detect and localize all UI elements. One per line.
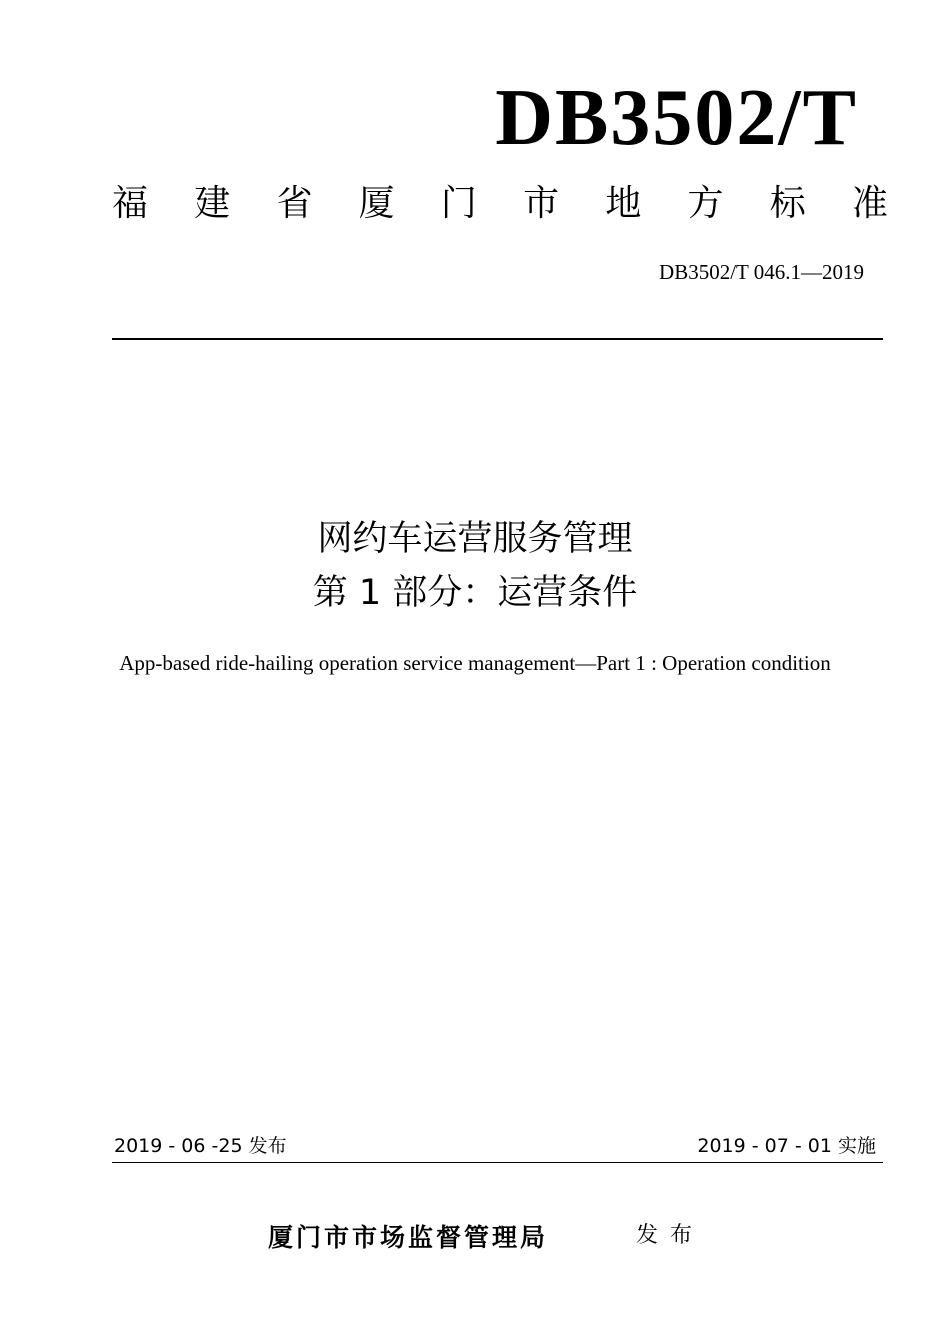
standard-kind-char: 门 — [440, 183, 477, 224]
implementation-date: 2019 - 07 - 01 实施 — [697, 1135, 876, 1157]
issue-action-label: 发布 — [636, 1223, 705, 1248]
standard-kind-char: 方 — [687, 183, 724, 224]
standard-kind-line — [112, 183, 888, 224]
standard-kind-char: 地 — [605, 183, 642, 224]
standard-number: DB3502/T 046.1—2019 — [659, 260, 864, 284]
standard-kind-char: 市 — [523, 183, 560, 224]
standard-kind-char: 厦 — [358, 183, 395, 224]
standard-kind-char: 福 — [112, 183, 149, 224]
header-divider — [112, 338, 883, 340]
standard-code-heading: DB3502/T — [495, 74, 858, 162]
title-english: App-based ride-hailing operation service management—Part 1 : Operation condition — [119, 651, 831, 675]
title-chinese-part: 第 1 部分：运营条件 — [312, 573, 638, 613]
standard-kind-char: 准 — [851, 183, 888, 224]
issue-date: 2019 - 06 -25 发布 — [114, 1135, 287, 1157]
issuing-authority: 厦门市市场监督管理局 — [268, 1223, 549, 1252]
standard-kind-char: 建 — [194, 183, 231, 224]
title-chinese-main: 网约车运营服务管理 — [317, 519, 633, 559]
standard-kind-char: 省 — [276, 183, 313, 224]
footer-divider — [112, 1162, 883, 1163]
standard-kind-char: 标 — [769, 183, 806, 224]
